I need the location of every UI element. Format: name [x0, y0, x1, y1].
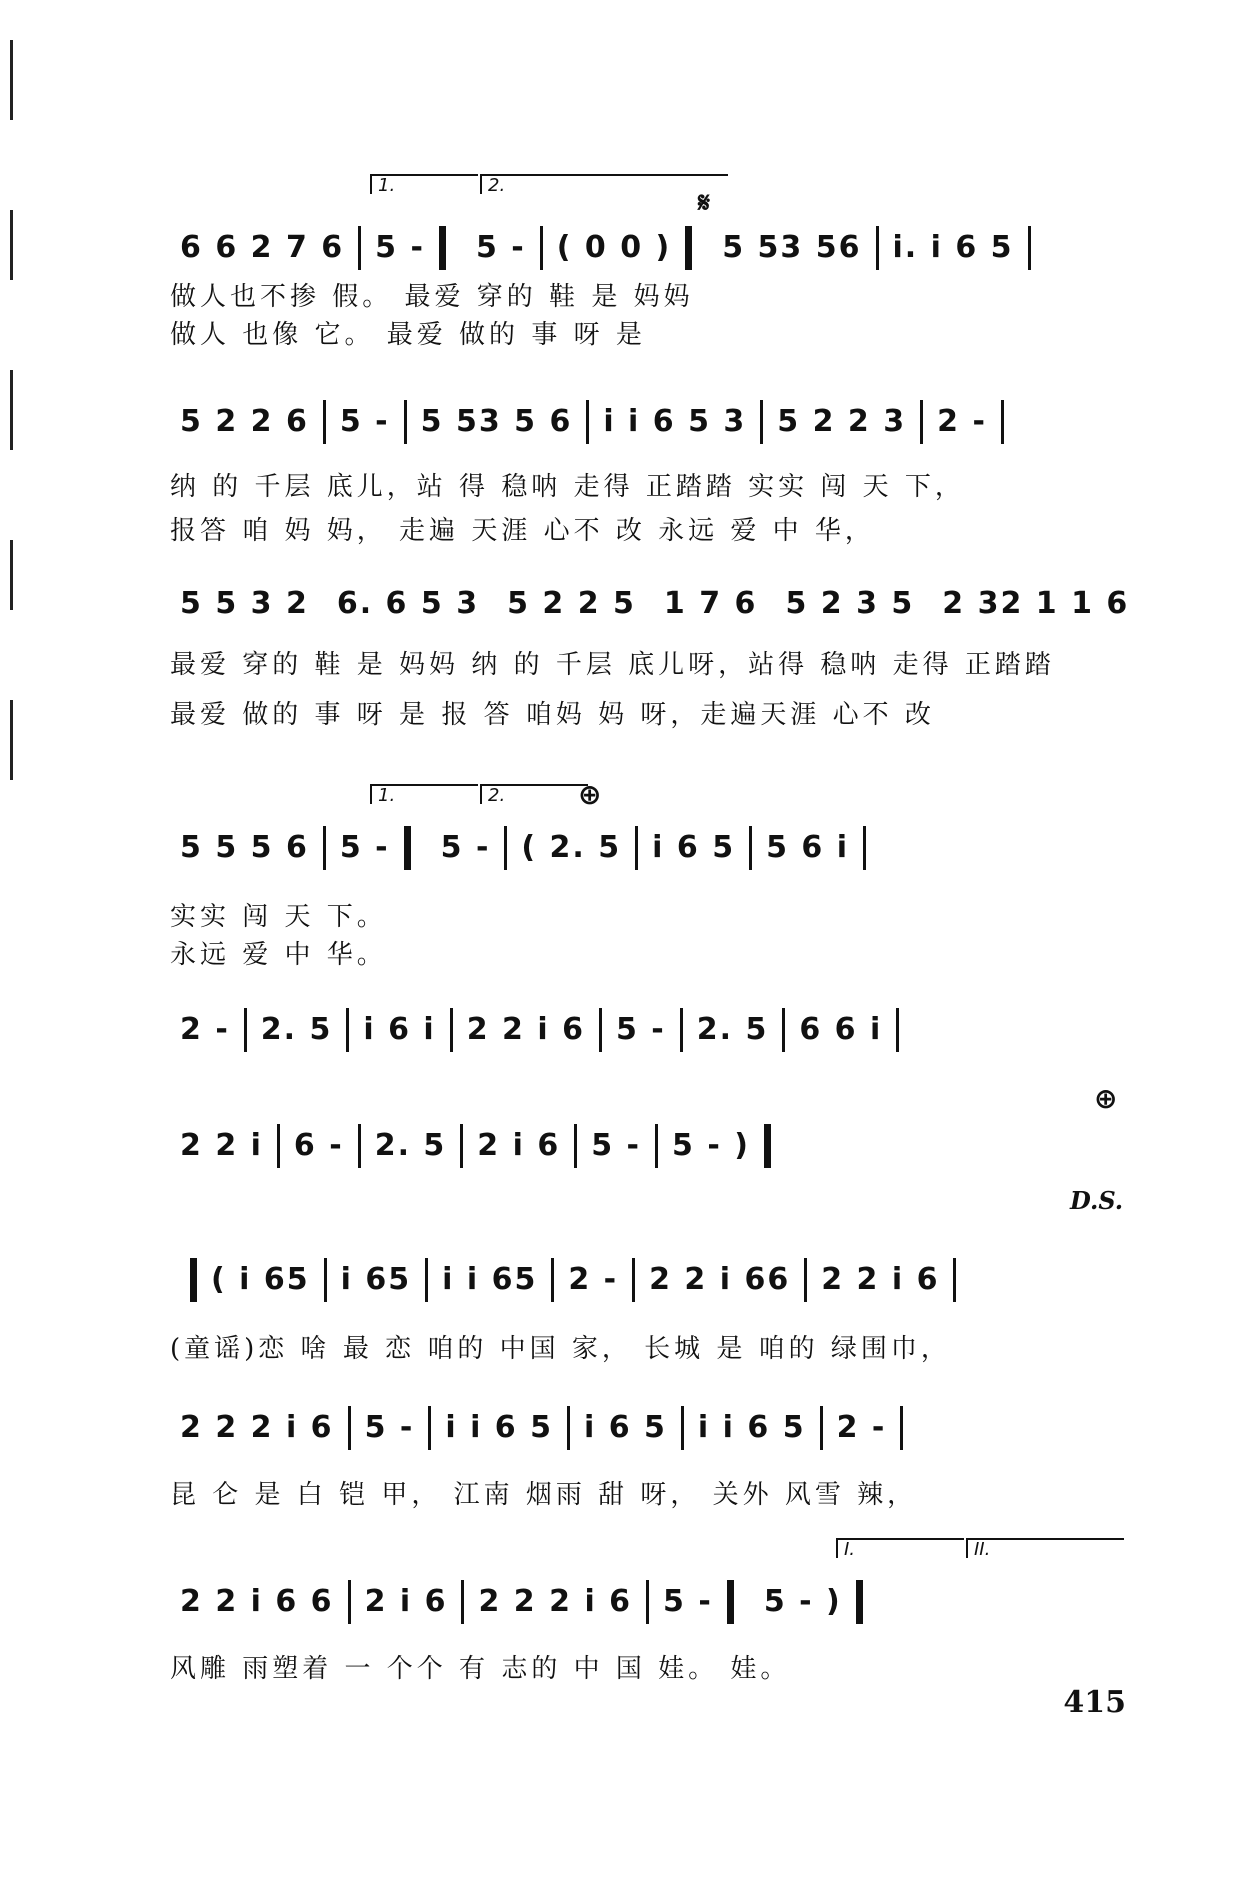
measure: 5 53 5 6 [420, 404, 573, 439]
measure: 2 32 1 1 6 [942, 586, 1130, 621]
measure: 5 5 5 6 [180, 830, 309, 865]
volta-1: 1. [370, 174, 478, 194]
ds-marking: D.S. [1070, 1186, 1124, 1215]
coda-sign: ⊕ [1094, 1082, 1118, 1115]
measure: 5 - ) [763, 1584, 842, 1619]
measure: 2. 5 [696, 1012, 769, 1047]
measure: 2 - [180, 1012, 230, 1047]
measure: 6 6 2 7 6 [180, 230, 345, 265]
score-system-8 [170, 1398, 1130, 1514]
measure: 2 - [937, 404, 987, 439]
score-system-5 [170, 1000, 1130, 1060]
measure: 5 6 i [766, 830, 849, 865]
notation-line [170, 1398, 1130, 1458]
measure: 5 2 2 5 [507, 586, 636, 621]
measure: 5 - [663, 1584, 713, 1619]
score-system-2 [170, 392, 1130, 550]
lyric-line: (童谣)恋 啥 最 恋 咱的 中国 家， 长城 是 咱的 绿围巾， [170, 1334, 951, 1364]
measure: 5 - [591, 1128, 641, 1163]
edge-mark [10, 700, 13, 780]
measure: 5 - [339, 830, 390, 865]
score-system-9 [170, 1572, 1130, 1688]
notation-line [170, 218, 1130, 278]
volta-2: 2. [480, 174, 728, 194]
measure: i i 6 5 [697, 1410, 806, 1445]
notation-line [170, 818, 1130, 878]
notation-line [170, 1116, 1130, 1176]
lyric-line: 做人也不掺 假。 最爱 穿的 鞋 是 妈妈 [170, 282, 694, 312]
coda-sign: ⊕ [578, 778, 602, 811]
edge-mark [10, 210, 13, 280]
notation-line [170, 392, 1130, 452]
score-system-4 [170, 818, 1130, 974]
measure: 6 - [293, 1128, 344, 1163]
volta-1: I. [836, 1538, 964, 1558]
measure: 5 - [364, 1410, 415, 1445]
notation-line [170, 1572, 1130, 1632]
measure: 5 - [440, 830, 491, 865]
measure: 5 5 3 2 [180, 586, 309, 621]
measure: i 6 5 [652, 830, 736, 865]
lyric-line: 报答 咱 妈 妈， 走遍 天涯 心不 改 永远 爱 中 华， [170, 516, 875, 546]
volta-2: II. [966, 1538, 1124, 1558]
lyric-line: 昆 仑 是 白 铠 甲， 江南 烟雨 甜 呀， 关外 风雪 辣， [170, 1480, 918, 1510]
measure: i i 65 [442, 1262, 538, 1297]
measure: 2 - [836, 1410, 887, 1445]
lyric-line: 纳 的 千层 底儿，站 得 稳呐 走得 正踏踏 实实 闯 天 下， [170, 472, 965, 502]
measure: ( 0 0 ) [556, 230, 672, 265]
measure: 6. 6 5 3 [336, 586, 480, 621]
measure: 1 7 6 [663, 586, 758, 621]
score-system-7 [170, 1250, 1130, 1368]
measure: 2 2 i 6 [466, 1012, 585, 1047]
measure: 5 - [615, 1012, 666, 1047]
measure: 5 2 2 6 [180, 404, 309, 439]
notation-line [170, 1000, 1130, 1060]
page-number: 415 [1063, 1685, 1126, 1720]
measure: 2. 5 [374, 1128, 447, 1163]
measure: i. i 6 5 [892, 230, 1014, 265]
measure: 2 2 i 6 [821, 1262, 940, 1297]
score-system-3 [170, 574, 1130, 734]
lyric-line: 做人 也像 它。 最爱 做的 事 呀 是 [170, 320, 646, 350]
segno-sign: 𝄋 [698, 186, 711, 219]
measure: i i 6 5 3 [603, 404, 747, 439]
measure: 6 6 i [799, 1012, 883, 1047]
measure: i 65 [340, 1262, 412, 1297]
measure: 5 - [375, 230, 425, 265]
measure: 2 2 i 66 [649, 1262, 791, 1297]
measure: 5 2 2 3 [777, 404, 907, 439]
measure: 5 53 56 [722, 230, 862, 265]
measure: ( i 65 [211, 1262, 310, 1297]
score-system-1 [170, 218, 1130, 354]
notation-line [170, 1250, 1130, 1310]
measure: 5 2 3 5 [785, 586, 915, 621]
measure: i 6 i [363, 1012, 436, 1047]
measure: i i 6 5 [445, 1410, 553, 1445]
measure: 2 - [568, 1262, 619, 1297]
measure: 5 - [475, 230, 526, 265]
volta-2: 2. [480, 784, 588, 804]
notation-line [170, 574, 1130, 634]
measure: 2 2 i [180, 1128, 263, 1163]
volta-1: 1. [370, 784, 478, 804]
edge-mark [10, 40, 13, 120]
measure: 2 i 6 [477, 1128, 561, 1163]
edge-mark [10, 540, 13, 610]
measure: 5 - ) [672, 1128, 750, 1163]
measure: 2 2 2 i 6 [180, 1410, 334, 1445]
measure: 2. 5 [260, 1012, 333, 1047]
measure: 2 i 6 [364, 1584, 448, 1619]
measure: 2 2 i 6 6 [180, 1584, 334, 1619]
edge-mark [10, 370, 13, 450]
lyric-line: 最爱 穿的 鞋 是 妈妈 纳 的 千层 底儿呀，站得 稳呐 走得 正踏踏 [170, 650, 1055, 680]
lyric-line: 实实 闯 天 下。 [170, 902, 387, 932]
lyric-line: 最爱 做的 事 呀 是 报 答 咱妈 妈 呀，走遍天涯 心不 改 [170, 700, 935, 730]
lyric-line: 永远 爱 中 华。 [170, 940, 387, 970]
measure: ( 2. 5 [521, 830, 622, 865]
measure: 5 - [339, 404, 390, 439]
measure: i 6 5 [584, 1410, 667, 1445]
measure: 2 2 2 i 6 [478, 1584, 633, 1619]
lyric-line: 风雕 雨塑着 一 个个 有 志的 中 国 娃。 娃。 [170, 1654, 791, 1684]
score-system-6 [170, 1116, 1130, 1176]
